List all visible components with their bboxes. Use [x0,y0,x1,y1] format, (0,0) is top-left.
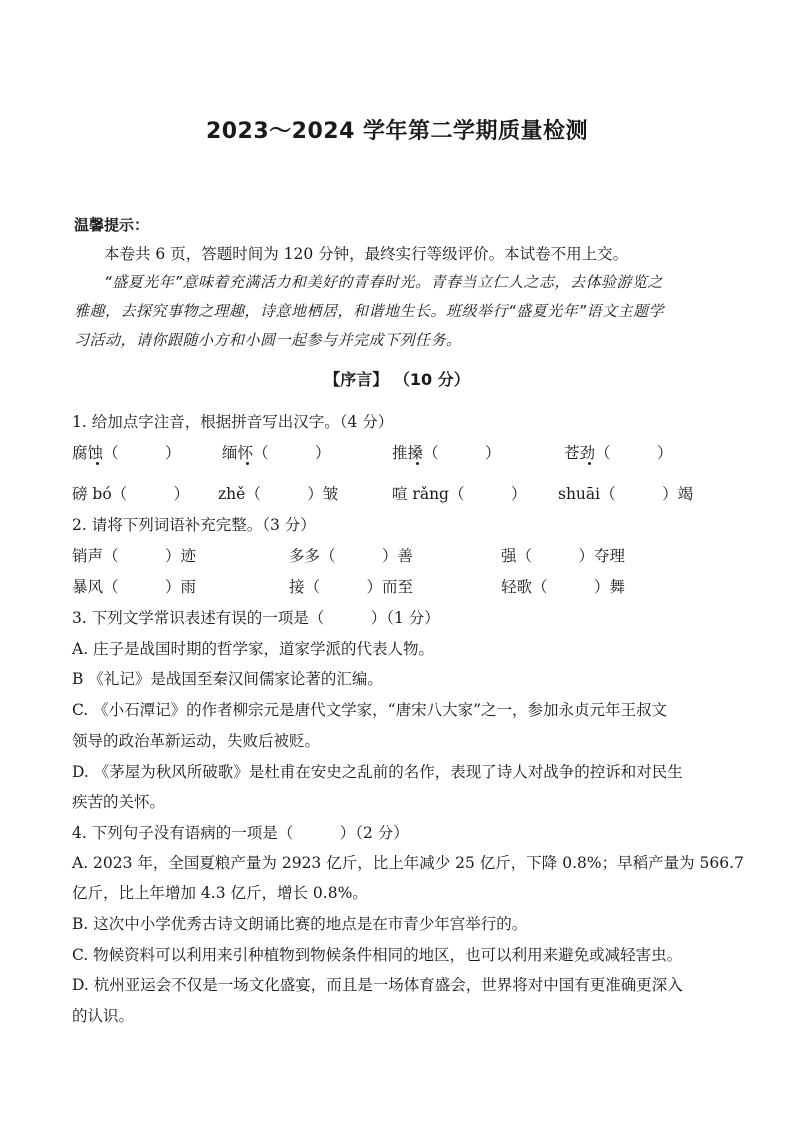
q2-item-6: 轻歌（ ）舞 [501,578,626,596]
q3-option-a: A. 庄子是战国时期的哲学家，道家学派的代表人物。 [72,640,435,658]
q4-stem: 4. 下列句子没有语病的一项是（ ）（2 分） [72,824,409,842]
q4-option-d-line-1: D. 杭州亚运会不仅是一场文化盛宴，而且是一场体育盛会，世界将对中国有更准确更深入 [72,976,683,994]
q4-option-b: B. 这次中小学优秀古诗文朗诵比赛的地点是在市青少年宫举行的。 [72,915,528,933]
emphasis-dot [96,462,99,465]
emphasis-dot [246,462,249,465]
q2-item-1: 销声（ ）迹 [72,547,197,565]
q1-item-6: zhě（ ）皱 [218,485,339,503]
q3-option-c-line-1: C. 《小石潭记》的作者柳宗元是唐代文学家，“唐宋八大家”之一，参加永贞元年王叔文 [72,701,668,719]
q3-option-c-line-2: 领导的政治革新运动，失败后被贬。 [72,732,321,750]
section-heading [0,367,794,390]
q1-item-2: 缅怀（ ） [222,444,331,462]
q1-item-8: shuāi（ ）竭 [558,485,694,503]
emphasis-dot [416,462,419,465]
q2-item-3: 强（ ）夺理 [501,547,626,565]
q1-item-5: 磅 bó（ ） [72,485,190,503]
page-title: 2023～2024 学年第二学期质量检测 [205,119,589,144]
q2-item-2: 多多（ ）善 [289,547,414,565]
q3-option-b: B 《礼记》是战国至秦汉间儒家论著的汇编。 [72,670,383,688]
q1-item-3: 推搡（ ） [392,444,501,462]
section-score: （10 分） [393,370,470,389]
q1-stem: 1. 给加点字注音，根据拼音写出汉字。（4 分） [72,413,394,431]
q1-item-4: 苍劲（ ） [564,444,673,462]
q3-stem: 3. 下列文学常识表述有误的一项是（ ）（1 分） [72,609,440,627]
q4-option-a-line-1: A. 2023 年，全国夏粮产量为 2923 亿斤，比上年减少 25 亿斤，下降 0.8%；早稻产量为 566.7 [72,854,744,872]
q3-option-d-line-1: D. 《茅屋为秋风所破歌》是杜甫在安史之乱前的名作，表现了诗人对战争的控诉和对民生 [72,763,683,781]
q2-item-4: 暴风（ ）雨 [72,578,197,596]
notice-paragraph-line-1: “盛夏光年”意味着充满活力和美好的青春时光。青春当立仁人之志，去体验游览之 [104,273,664,291]
q2-stem: 2. 请将下列词语补充完整。（3 分） [72,516,316,534]
notice-paragraph-line-2: 雅趣，去探究事物之理趣，诗意地栖居，和谐地生长。班级举行“盛夏光年”语文主题学 [74,302,665,320]
notice-paragraph-line-3: 习活动，请你跟随小方和小圆一起参与并完成下列任务。 [74,331,462,349]
notice-line-1: 本卷共 6 页，答题时间为 120 分钟，最终实行等级评价。本试卷不用上交。 [104,245,629,263]
q4-option-a-line-2: 亿斤，比上年增加 4.3 亿斤，增长 0.8%。 [72,884,368,902]
q1-item-1: 腐蚀（ ） [72,444,181,462]
section-label: 【序言】 [324,370,389,389]
q3-option-d-line-2: 疾苦的关怀。 [72,793,166,811]
q1-item-7: 喧 rǎng（ ） [392,485,527,503]
notice-heading: 温馨提示： [74,216,150,234]
q4-option-d-line-2: 的认识。 [72,1007,135,1025]
emphasis-dot [588,462,591,465]
q4-option-c: C. 物候资料可以利用来引种植物到物候条件相同的地区，也可以利用来避免或减轻害虫。 [72,946,683,964]
q2-item-5: 接（ ）而至 [289,578,414,596]
